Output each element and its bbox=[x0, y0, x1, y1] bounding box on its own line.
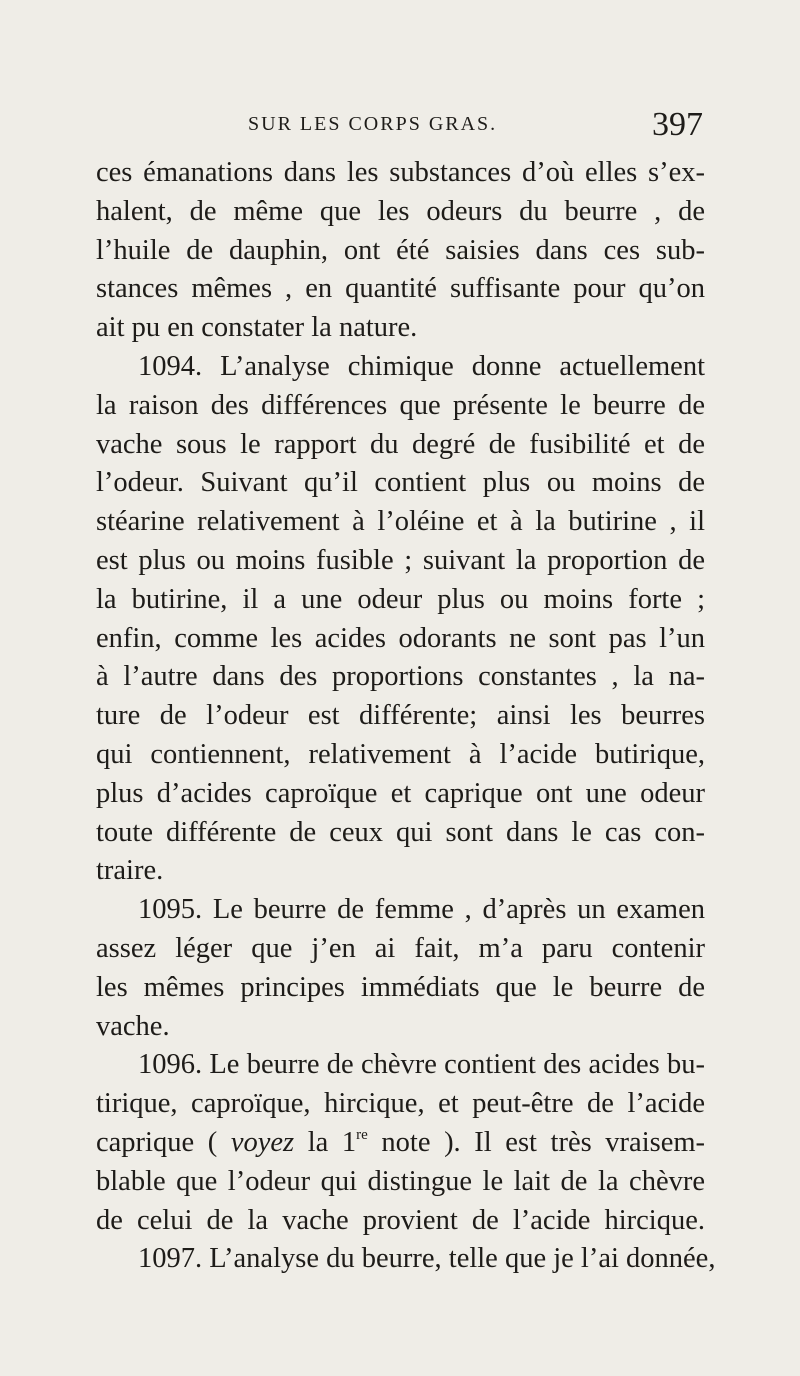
text-line: plus d’acides caproïque et caprique ont une odeur bbox=[96, 777, 705, 809]
text-line: ture de l’odeur est différente; ainsi les beurres bbox=[96, 700, 705, 732]
text-line: blable que l’odeur qui distingue le lait de la chèvre bbox=[96, 1165, 705, 1197]
text-line: traire. bbox=[96, 855, 164, 887]
text-line: stéarine relativement à l’oléine et à la butirine , il bbox=[96, 506, 705, 538]
text-line: halent, de même que les odeurs du beurre , de bbox=[96, 195, 705, 227]
text-line: la raison des différences que présente le beurre de bbox=[96, 389, 705, 421]
body-text bbox=[96, 154, 716, 1279]
text-line: ces émanations dans les substances d’où elles s’ex- bbox=[96, 157, 705, 188]
paragraph-1096-start: 1096. Le beurre de chèvre contient des acides bu- bbox=[138, 1049, 705, 1081]
text-line: toute différente de ceux qui sont dans le cas con- bbox=[96, 816, 705, 848]
text-line: assez léger que j’en ai fait, m’a paru contenir bbox=[96, 932, 705, 964]
running-head: SUR LES CORPS GRAS. bbox=[248, 113, 498, 135]
text-line-with-reference bbox=[96, 1124, 705, 1163]
text-line: les mêmes principes immédiats que le beurre de bbox=[96, 971, 705, 1003]
paragraph-1094-start: 1094. L’analyse chimique donne actuellement bbox=[138, 350, 705, 382]
text-line: l’odeur. Suivant qu’il contient plus ou moins de bbox=[96, 467, 705, 499]
text-line: qui contiennent, relativement à l’acide butirique, bbox=[96, 738, 705, 770]
paragraph-1097-start: 1097. L’analyse du beurre, telle que je l’ai donnée, bbox=[138, 1243, 716, 1275]
superscript: re bbox=[356, 1126, 368, 1143]
text-line: à l’autre dans des proportions constantes , la na- bbox=[96, 661, 705, 693]
text-line: tirique, caproïque, hircique, et peut-être de l’acide bbox=[96, 1088, 705, 1120]
line-text: caprique ( bbox=[96, 1126, 231, 1158]
italic-word: voyez bbox=[230, 1126, 295, 1158]
line-text: note ). Il est très vraisem- bbox=[367, 1126, 706, 1158]
text-line: est plus ou moins fusible ; suivant la proportion de bbox=[96, 544, 705, 576]
page-header bbox=[0, 104, 800, 154]
paragraph-1095-start: 1095. Le beurre de femme , d’après un examen bbox=[138, 894, 705, 926]
line-text: la 1 bbox=[294, 1126, 357, 1158]
text-line: la butirine, il a une odeur plus ou moins forte ; bbox=[96, 583, 705, 615]
text-line: vache. bbox=[96, 1010, 170, 1042]
text-line: ait pu en constater la nature. bbox=[96, 312, 418, 344]
page-number: 397 bbox=[652, 106, 703, 143]
text-line: de celui de la vache provient de l’acide hircique. bbox=[96, 1204, 705, 1236]
text-line: l’huile de dauphin, ont été saisies dans ces sub- bbox=[96, 234, 705, 266]
text-line: vache sous le rapport du degré de fusibilité et de bbox=[96, 428, 705, 460]
text-line: enfin, comme les acides odorants ne sont pas l’un bbox=[96, 622, 705, 654]
text-line: stances mêmes , en quantité suffisante pour qu’on bbox=[96, 273, 705, 305]
